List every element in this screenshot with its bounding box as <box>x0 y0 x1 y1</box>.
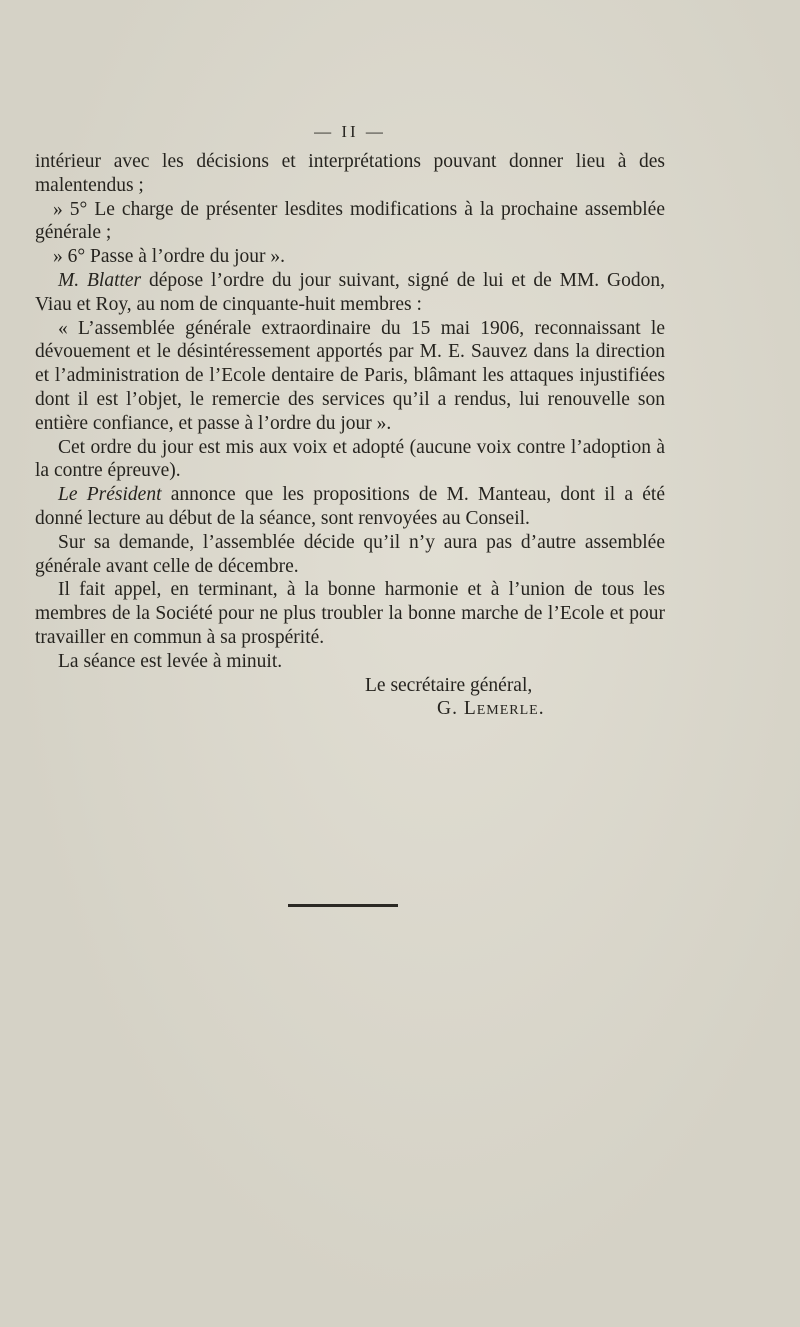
paragraph-2: » 5° Le charge de présenter lesdites modifications à la prochaine assemblée générale ; <box>35 198 665 244</box>
paragraph-3: » 6° Passe à l’ordre du jour ». <box>53 246 286 268</box>
paragraph-4-text: dépose l’ordre du jour suivant, signé de lui et de MM. Godon, Viau et Roy, au nom de cinquante-huit membres : <box>35 269 666 315</box>
paragraph-1: intérieur avec les décisions et interprétations pouvant donner lieu à des malentendus ; <box>35 151 665 196</box>
speaker-name: M. Blatter <box>58 269 142 291</box>
signature-name: G. Lemerle. <box>437 698 545 720</box>
page-number: — II — <box>314 122 386 141</box>
paragraph-7 <box>35 483 665 531</box>
paragraph-6: Cet ordre du jour est mis aux voix et adopté (aucune voix contre l’adoption à la contre épreuve). <box>35 436 665 482</box>
paragraph-8: Sur sa demande, l’assemblée décide qu’il n’y aura pas d’autre assemblée générale avant celle de décembre. <box>35 531 665 577</box>
paragraph-7-text: annonce que les propositions de M. Manteau, dont il a été donné lecture au début de la séance, sont renvoyées au Conseil. <box>35 484 666 529</box>
paragraph-5: « L’assemblée générale extraordinaire du 15 mai 1906, reconnaissant le dévouement et le désintéressement apportés par M. E. Sauvez dans la direction et l’administration de l’Ecole dentaire de Paris, blâmant les attaques injustifiées dont il est l’objet, le remercie des services qu’il a rendus, lui renouvelle son entière confiance, et passe à l’ordre du jour ». <box>35 317 665 434</box>
paragraph-9: Il fait appel, en terminant, à la bonne harmonie et à l’union de tous les membres de la Société pour ne plus troubler la bonne marche de l’Ecole et pour travailler en commun à sa prospérité. <box>35 579 665 648</box>
signature-title: Le secrétaire général, <box>365 674 533 696</box>
body-text <box>35 150 665 721</box>
closing-rule <box>288 904 398 907</box>
signature-block <box>35 674 665 722</box>
paragraph-10: La séance est levée à minuit. <box>58 650 283 672</box>
president-label: Le Président <box>58 484 162 506</box>
paragraph-4 <box>35 269 665 317</box>
